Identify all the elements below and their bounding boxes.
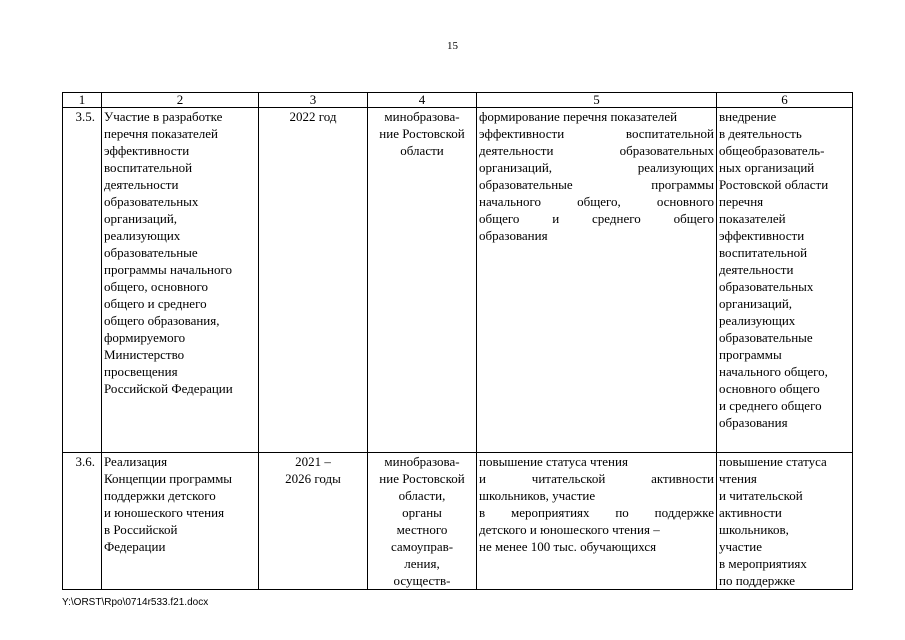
deadline: 2021 – 2026 годы xyxy=(259,453,368,590)
expected-result: повышение статуса чтения и читательской активности школьников, участие в мероприятиях по поддержке детского и юношеского чтения – не менее 100 тыс. обучающихся xyxy=(477,453,717,590)
responsible: минобразова- ние Ростовской области, органы местного самоуправ- ления, осуществ- xyxy=(368,453,477,590)
outcome: повышение статуса чтения и читательской активности школьников, участие в мероприятиях по поддержке xyxy=(717,453,853,590)
row-number: 3.6. xyxy=(63,453,102,590)
header-row xyxy=(63,93,853,108)
header-cell: 3 xyxy=(259,93,368,108)
measure-name: Участие в разработке перечня показателей эффективности воспитательной деятельности образовательных организаций, реализующих образовательные программы начального общего, основного общего и среднего общего образования, формируемого Министерство просвещения Российской Федерации xyxy=(102,108,259,453)
table-row xyxy=(63,108,853,453)
file-path-footer: Y:\ORST\Rpo\0714r533.f21.docx xyxy=(62,597,209,608)
table-row xyxy=(63,453,853,590)
page-number: 15 xyxy=(447,40,458,52)
expected-result: формирование перечня показателей эффективности воспитательной деятельности образовательных организаций, реализующих образовательные программы начального общего, основного общего и среднего общего образования xyxy=(477,108,717,453)
measures-table xyxy=(62,92,853,590)
deadline: 2022 год xyxy=(259,108,368,453)
header-cell: 6 xyxy=(717,93,853,108)
responsible: минобразова- ние Ростовской области xyxy=(368,108,477,453)
measure-name: Реализация Концепции программы поддержки детского и юношеского чтения в Российской Федерации xyxy=(102,453,259,590)
outcome: внедрение в деятельность общеобразователь- ных организаций Ростовской области перечня показателей эффективности воспитательной деятельности образовательных организаций, реализующих образовательные программы начального общего, основного общего и среднего общего образования xyxy=(717,108,853,453)
row-number: 3.5. xyxy=(63,108,102,453)
header-cell: 5 xyxy=(477,93,717,108)
header-cell: 1 xyxy=(63,93,102,108)
header-cell: 4 xyxy=(368,93,477,108)
header-cell: 2 xyxy=(102,93,259,108)
